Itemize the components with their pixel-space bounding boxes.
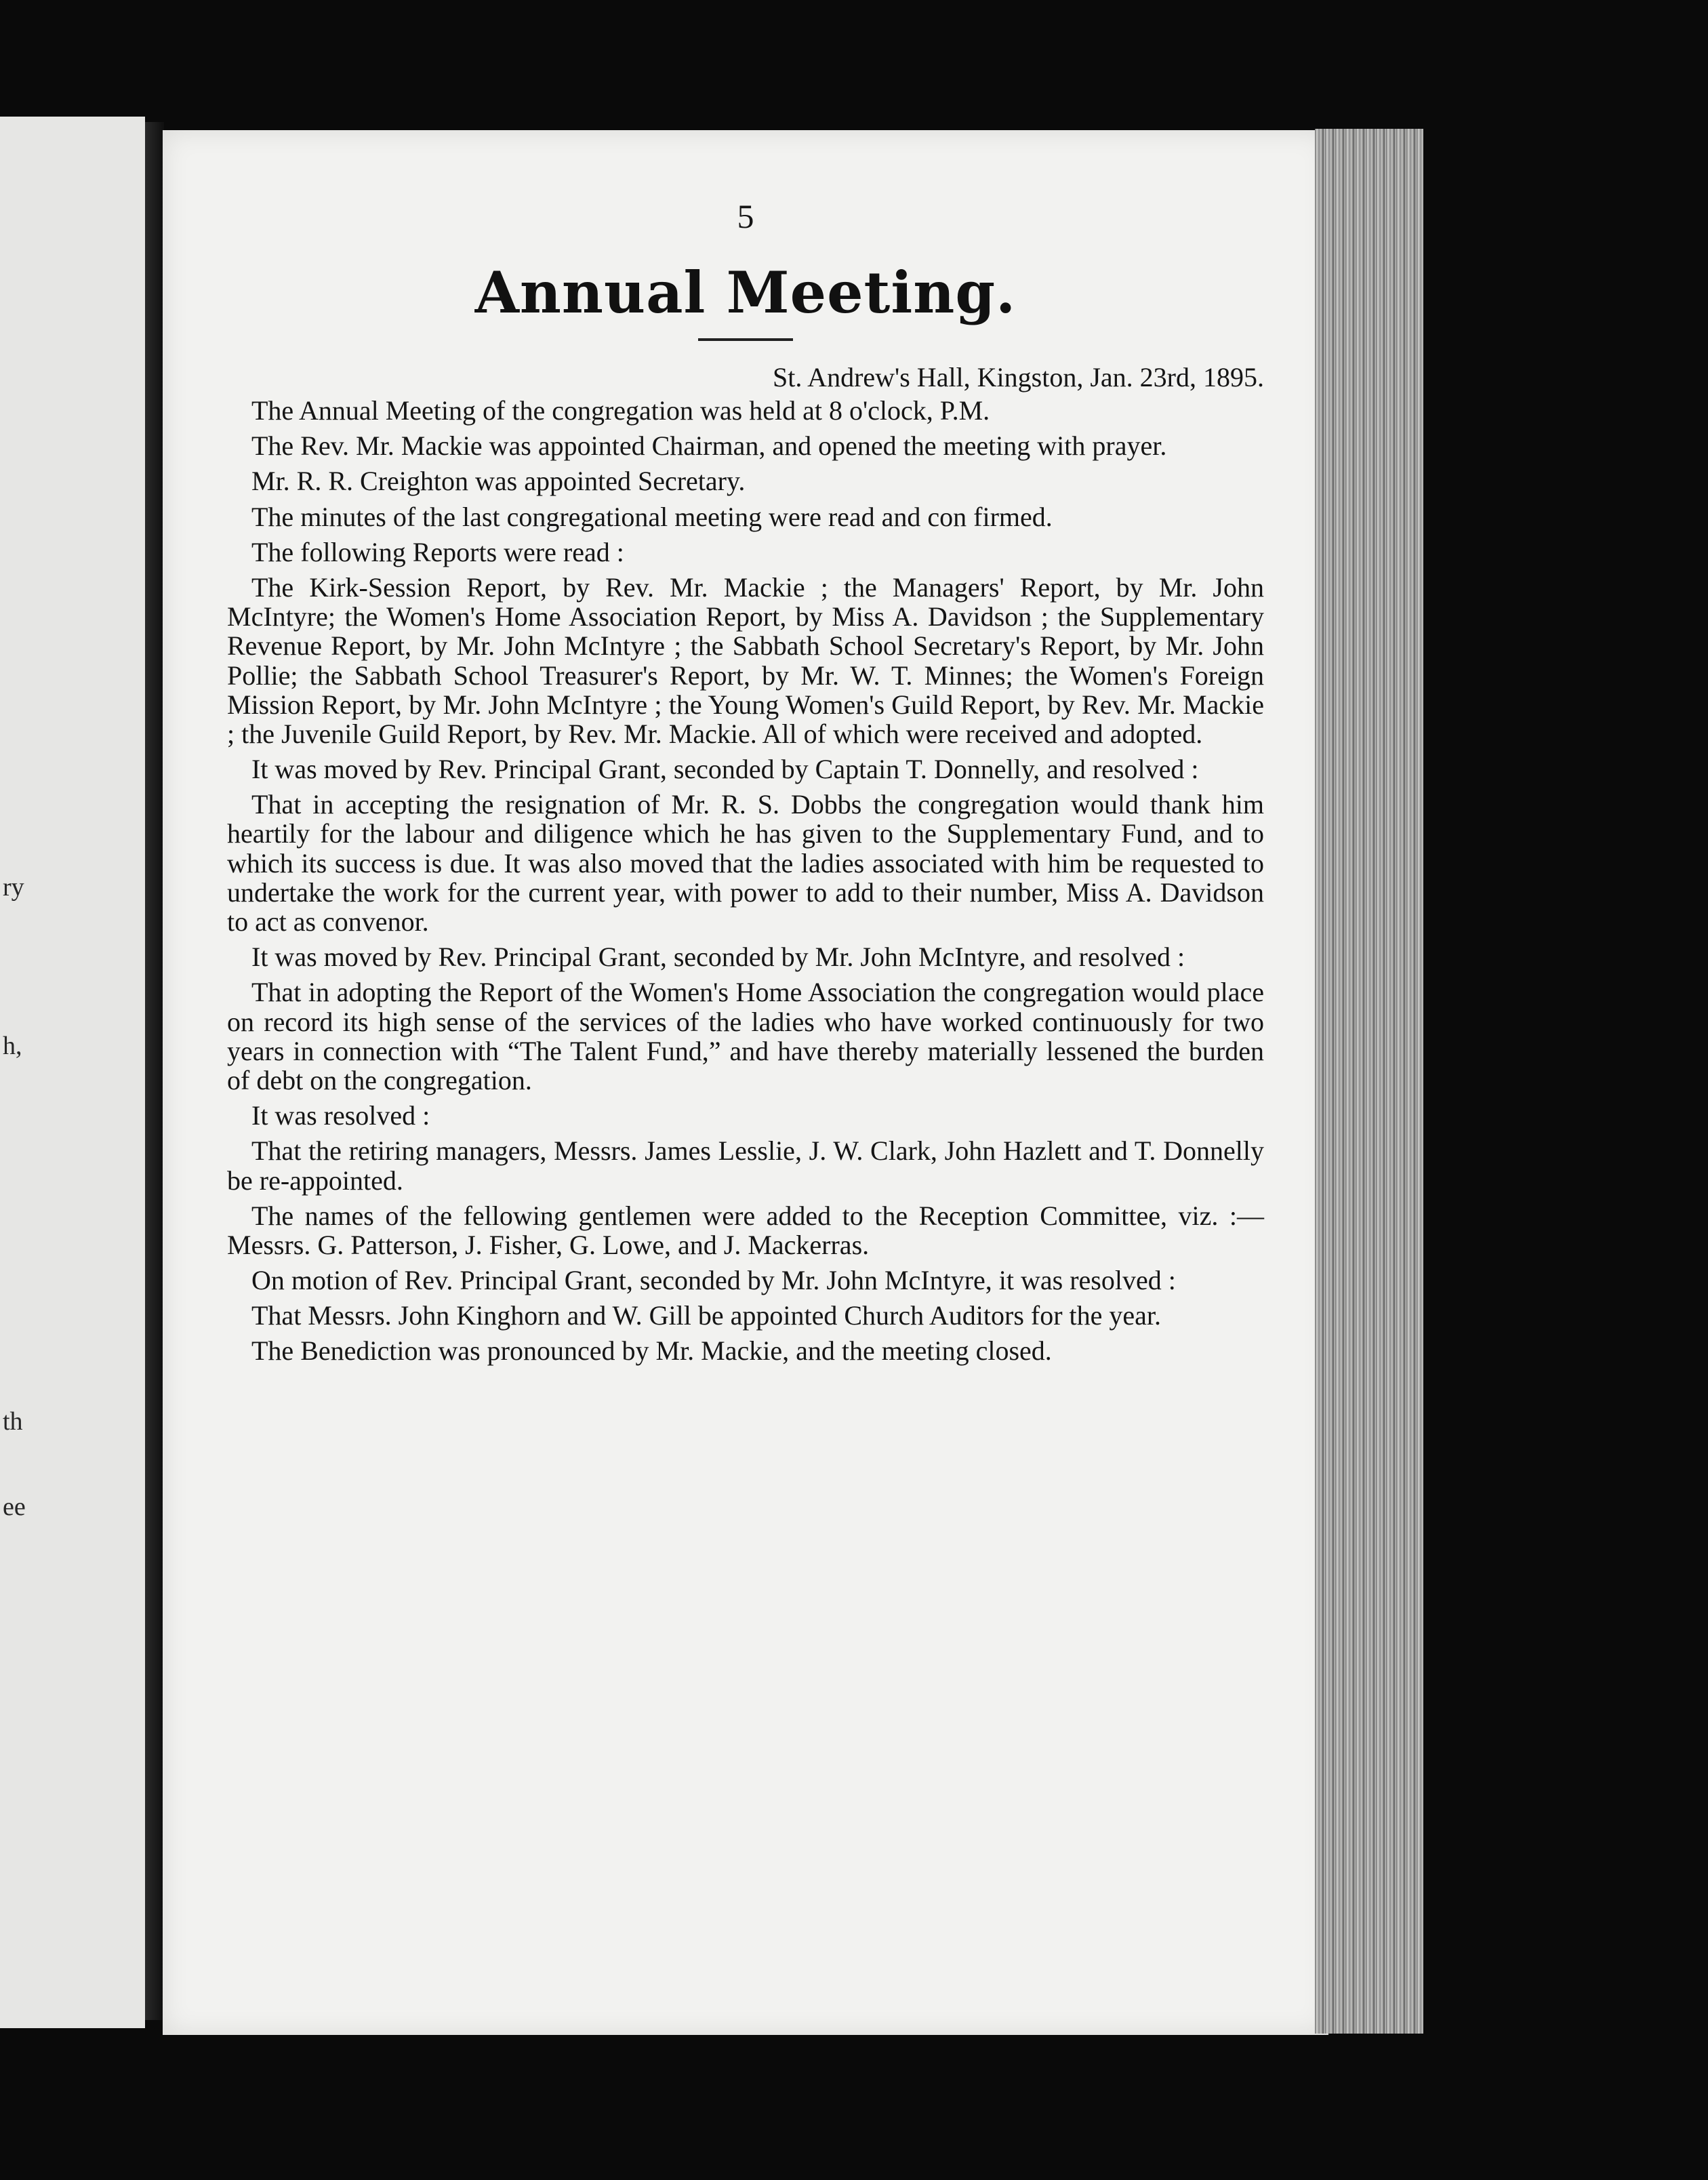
page-block-edges: [1315, 129, 1423, 2034]
paragraph-resolution-1: That in accepting the resignation of Mr. R. S. Dobbs the congregation would thank him heartily for the labour and diligence which he has given to the Supplementary Fund, and to which its success is due. It was also moved that the ladies associated with him be requested to undertake the work for the current year, with power to add to their number, Miss A. Davidson to act as convenor.: [227, 789, 1264, 937]
paragraph-reception-committee: The names of the fellowing gentlemen were added to the Reception Committee, viz. :—Messrs. G. Patterson, J. Fisher, G. Lowe, and J. Mackerras.: [227, 1200, 1264, 1260]
facing-page-edge: [0, 117, 145, 2028]
book-gutter: [145, 122, 164, 2020]
paragraph-minutes: The minutes of the last congregational meeting were read and con firmed.: [251, 501, 1053, 532]
paragraph-resolved: It was resolved :: [251, 1100, 430, 1131]
paragraph-motion-3: On motion of Rev. Principal Grant, seconded by Mr. John McIntyre, it was resolved :: [251, 1265, 1176, 1296]
paragraph-secretary: Mr. R. R. Creighton was appointed Secretary.: [251, 466, 746, 497]
page-title: Annual Meeting.: [474, 259, 1017, 326]
facing-page-fragment: h,: [3, 1032, 22, 1060]
facing-page-fragment: ee: [3, 1493, 26, 1521]
paragraph-auditors: That Messrs. John Kinghorn and W. Gill be appointed Church Auditors for the year.: [251, 1300, 1162, 1331]
meeting-dateline: St. Andrew's Hall, Kingston, Jan. 23rd, 1895.: [773, 362, 1264, 392]
paragraph-meeting-held: The Annual Meeting of the congregation was held at 8 o'clock, P.M.: [251, 395, 990, 426]
paragraph-benediction: The Benediction was pronounced by Mr. Mackie, and the meeting closed.: [251, 1335, 1052, 1367]
paragraph-motion-2: It was moved by Rev. Principal Grant, seconded by Mr. John McIntyre, and resolved :: [251, 942, 1185, 973]
paragraph-reports-list: The Kirk-Session Report, by Rev. Mr. Mackie ; the Managers' Report, by Mr. John McIntyre; the Women's Home Association Report, by Miss A. Davidson ; the Supplementary Revenue Report, by Mr. John McIntyre ; the Sabbath School Secretary's Report, by Mr. John Pollie; the Sabbath School Treasurer's Report, by Mr. W. T. Minnes; the Women's Foreign Mission Report, by Mr. John McIntyre ; the Young Women's Guild Report, by Rev. Mr. Mackie ; the Juvenile Guild Report, by Rev. Mr. Mackie. All of which were received and adopted.: [227, 571, 1264, 749]
paragraph-motion-1: It was moved by Rev. Principal Grant, seconded by Captain T. Donnelly, and resolved :: [251, 754, 1199, 785]
paragraph-reports-heading: The following Reports were read :: [251, 536, 624, 567]
facing-page-fragment: th: [3, 1407, 23, 1436]
facing-page-fragment: ry: [3, 873, 24, 902]
paragraph-resolution-2: That in adopting the Report of the Women's Home Association the congregation would place on record its high sense of the services of the ladies who have worked continuously for two years in connection with “The Talent Fund,” and have thereby materially lessened the burden of debt on the congregation.: [227, 977, 1264, 1095]
title-rule: [698, 338, 793, 341]
page-content: [227, 197, 1264, 1372]
paragraph-managers: That the retiring managers, Messrs. James Lesslie, J. W. Clark, John Hazlett and T. Donnelly be re-appointed.: [227, 1135, 1264, 1196]
page-number: 5: [737, 197, 754, 235]
paragraph-chairman: The Rev. Mr. Mackie was appointed Chairman, and opened the meeting with prayer.: [251, 430, 1167, 462]
